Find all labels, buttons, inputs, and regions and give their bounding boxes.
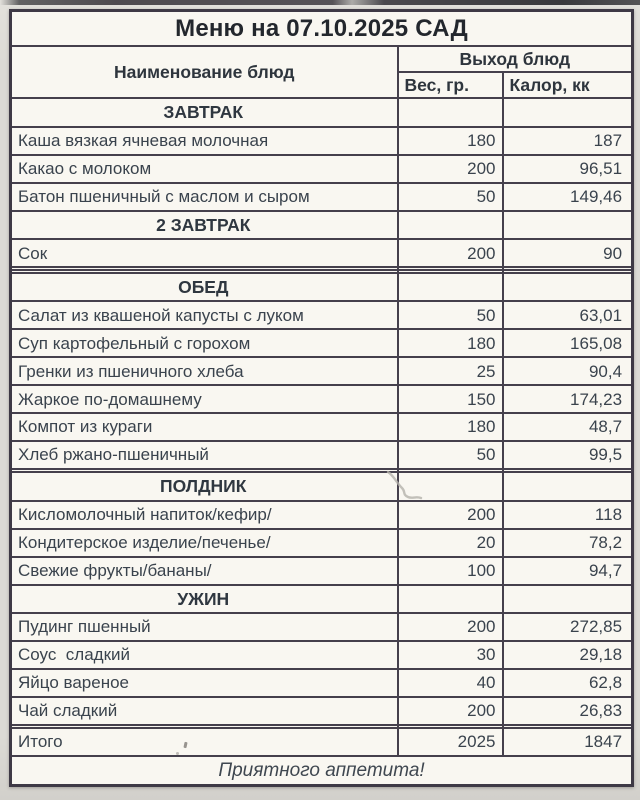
section-header-cell: 2 ЗАВТРАК <box>11 211 398 240</box>
kcal-cell: 96,51 <box>503 155 633 183</box>
dish-name-cell: Свежие фрукты/бананы/ <box>11 557 398 585</box>
dish-name-cell: Салат из квашеной капусты с луком <box>11 301 398 329</box>
weight-cell: 40 <box>398 669 503 697</box>
weight-cell: 180 <box>398 413 503 441</box>
kcal-cell <box>503 585 633 614</box>
section-header-cell: ПОЛДНИК <box>11 472 398 501</box>
weight-cell: 200 <box>398 613 503 641</box>
kcal-cell: 272,85 <box>503 613 633 641</box>
page-title: Меню на 07.10.2025 САД <box>11 11 633 47</box>
dish-name-cell: Соус сладкий <box>11 641 398 669</box>
kcal-cell: 63,01 <box>503 301 633 329</box>
dish-row <box>11 669 633 697</box>
dish-row <box>11 613 633 641</box>
dish-name-cell: Компот из кураги <box>11 413 398 441</box>
kcal-cell: 149,46 <box>503 183 633 211</box>
dish-row <box>11 357 633 385</box>
dish-row <box>11 413 633 441</box>
kcal-cell: 1847 <box>503 728 633 756</box>
weight-cell <box>398 98 503 127</box>
output-group-header: Выход блюд <box>398 46 633 72</box>
section-row <box>11 472 633 501</box>
dish-row <box>11 329 633 357</box>
dish-name-cell: Сок <box>11 239 398 267</box>
section-row <box>11 98 633 127</box>
kcal-cell <box>503 273 633 302</box>
section-row <box>11 273 633 302</box>
kcal-cell: 90 <box>503 239 633 267</box>
kcal-cell: 78,2 <box>503 529 633 557</box>
kcal-cell: 62,8 <box>503 669 633 697</box>
weight-cell <box>398 585 503 614</box>
dish-row <box>11 529 633 557</box>
weight-cell: 2025 <box>398 728 503 756</box>
weight-cell: 50 <box>398 441 503 469</box>
kcal-cell <box>503 472 633 501</box>
weight-column-header: Вес, гр. <box>398 72 503 98</box>
dish-row <box>11 301 633 329</box>
dish-row <box>11 557 633 585</box>
dish-row <box>11 155 633 183</box>
menu-table-body <box>11 98 633 756</box>
kcal-cell: 90,4 <box>503 357 633 385</box>
scan-artifact-top-streak <box>0 0 640 5</box>
kcal-cell: 26,83 <box>503 697 633 725</box>
dish-name-cell: Каша вязкая ячневая молочная <box>11 127 398 155</box>
footer-note: Приятного аппетита! <box>11 756 633 786</box>
section-row <box>11 211 633 240</box>
section-row <box>11 585 633 614</box>
menu-table-head <box>11 11 633 99</box>
weight-cell: 150 <box>398 385 503 413</box>
kcal-cell: 174,23 <box>503 385 633 413</box>
section-header-cell: ОБЕД <box>11 273 398 302</box>
kcal-cell: 99,5 <box>503 441 633 469</box>
dish-name-cell: Суп картофельный с горохом <box>11 329 398 357</box>
section-header-cell: ЗАВТРАК <box>11 98 398 127</box>
menu-table <box>9 9 634 787</box>
weight-cell: 180 <box>398 329 503 357</box>
kcal-cell: 118 <box>503 501 633 529</box>
dish-name-cell: Хлеб ржано-пшеничный <box>11 441 398 469</box>
dish-row <box>11 183 633 211</box>
dish-name-cell: Кондитерское изделие/печенье/ <box>11 529 398 557</box>
name-column-header: Наименование блюд <box>11 46 398 98</box>
dish-row <box>11 127 633 155</box>
dish-name-cell: Батон пшеничный с маслом и сыром <box>11 183 398 211</box>
weight-cell: 50 <box>398 183 503 211</box>
dish-row <box>11 697 633 725</box>
weight-cell <box>398 273 503 302</box>
dish-name-cell: Пудинг пшенный <box>11 613 398 641</box>
dish-name-cell: Кисломолочный напиток/кефир/ <box>11 501 398 529</box>
dish-name-cell: Яйцо вареное <box>11 669 398 697</box>
kcal-cell: 165,08 <box>503 329 633 357</box>
section-header-cell: УЖИН <box>11 585 398 614</box>
weight-cell: 200 <box>398 697 503 725</box>
weight-cell: 20 <box>398 529 503 557</box>
kcal-cell: 94,7 <box>503 557 633 585</box>
dish-row <box>11 385 633 413</box>
weight-cell <box>398 211 503 240</box>
header-row-top <box>11 46 633 72</box>
weight-cell: 200 <box>398 501 503 529</box>
weight-cell: 200 <box>398 239 503 267</box>
kcal-column-header: Калор, кк <box>503 72 633 98</box>
kcal-cell <box>503 98 633 127</box>
dish-name-cell: Жаркое по-домашнему <box>11 385 398 413</box>
footer-note-row <box>11 756 633 786</box>
dish-name-cell: Итого <box>11 728 398 756</box>
menu-table-foot <box>11 756 633 786</box>
weight-cell: 100 <box>398 557 503 585</box>
total-row <box>11 728 633 756</box>
weight-cell: 25 <box>398 357 503 385</box>
title-row <box>11 11 633 47</box>
dish-name-cell: Гренки из пшеничного хлеба <box>11 357 398 385</box>
dish-row <box>11 641 633 669</box>
dish-name-cell: Чай сладкий <box>11 697 398 725</box>
weight-cell: 30 <box>398 641 503 669</box>
dish-row <box>11 441 633 469</box>
scan-artifact-pen-dot <box>176 752 179 755</box>
kcal-cell <box>503 211 633 240</box>
dish-row <box>11 239 633 267</box>
weight-cell: 50 <box>398 301 503 329</box>
dish-row <box>11 501 633 529</box>
kcal-cell: 187 <box>503 127 633 155</box>
dish-name-cell: Какао с молоком <box>11 155 398 183</box>
kcal-cell: 48,7 <box>503 413 633 441</box>
weight-cell: 180 <box>398 127 503 155</box>
weight-cell: 200 <box>398 155 503 183</box>
kcal-cell: 29,18 <box>503 641 633 669</box>
weight-cell <box>398 472 503 501</box>
